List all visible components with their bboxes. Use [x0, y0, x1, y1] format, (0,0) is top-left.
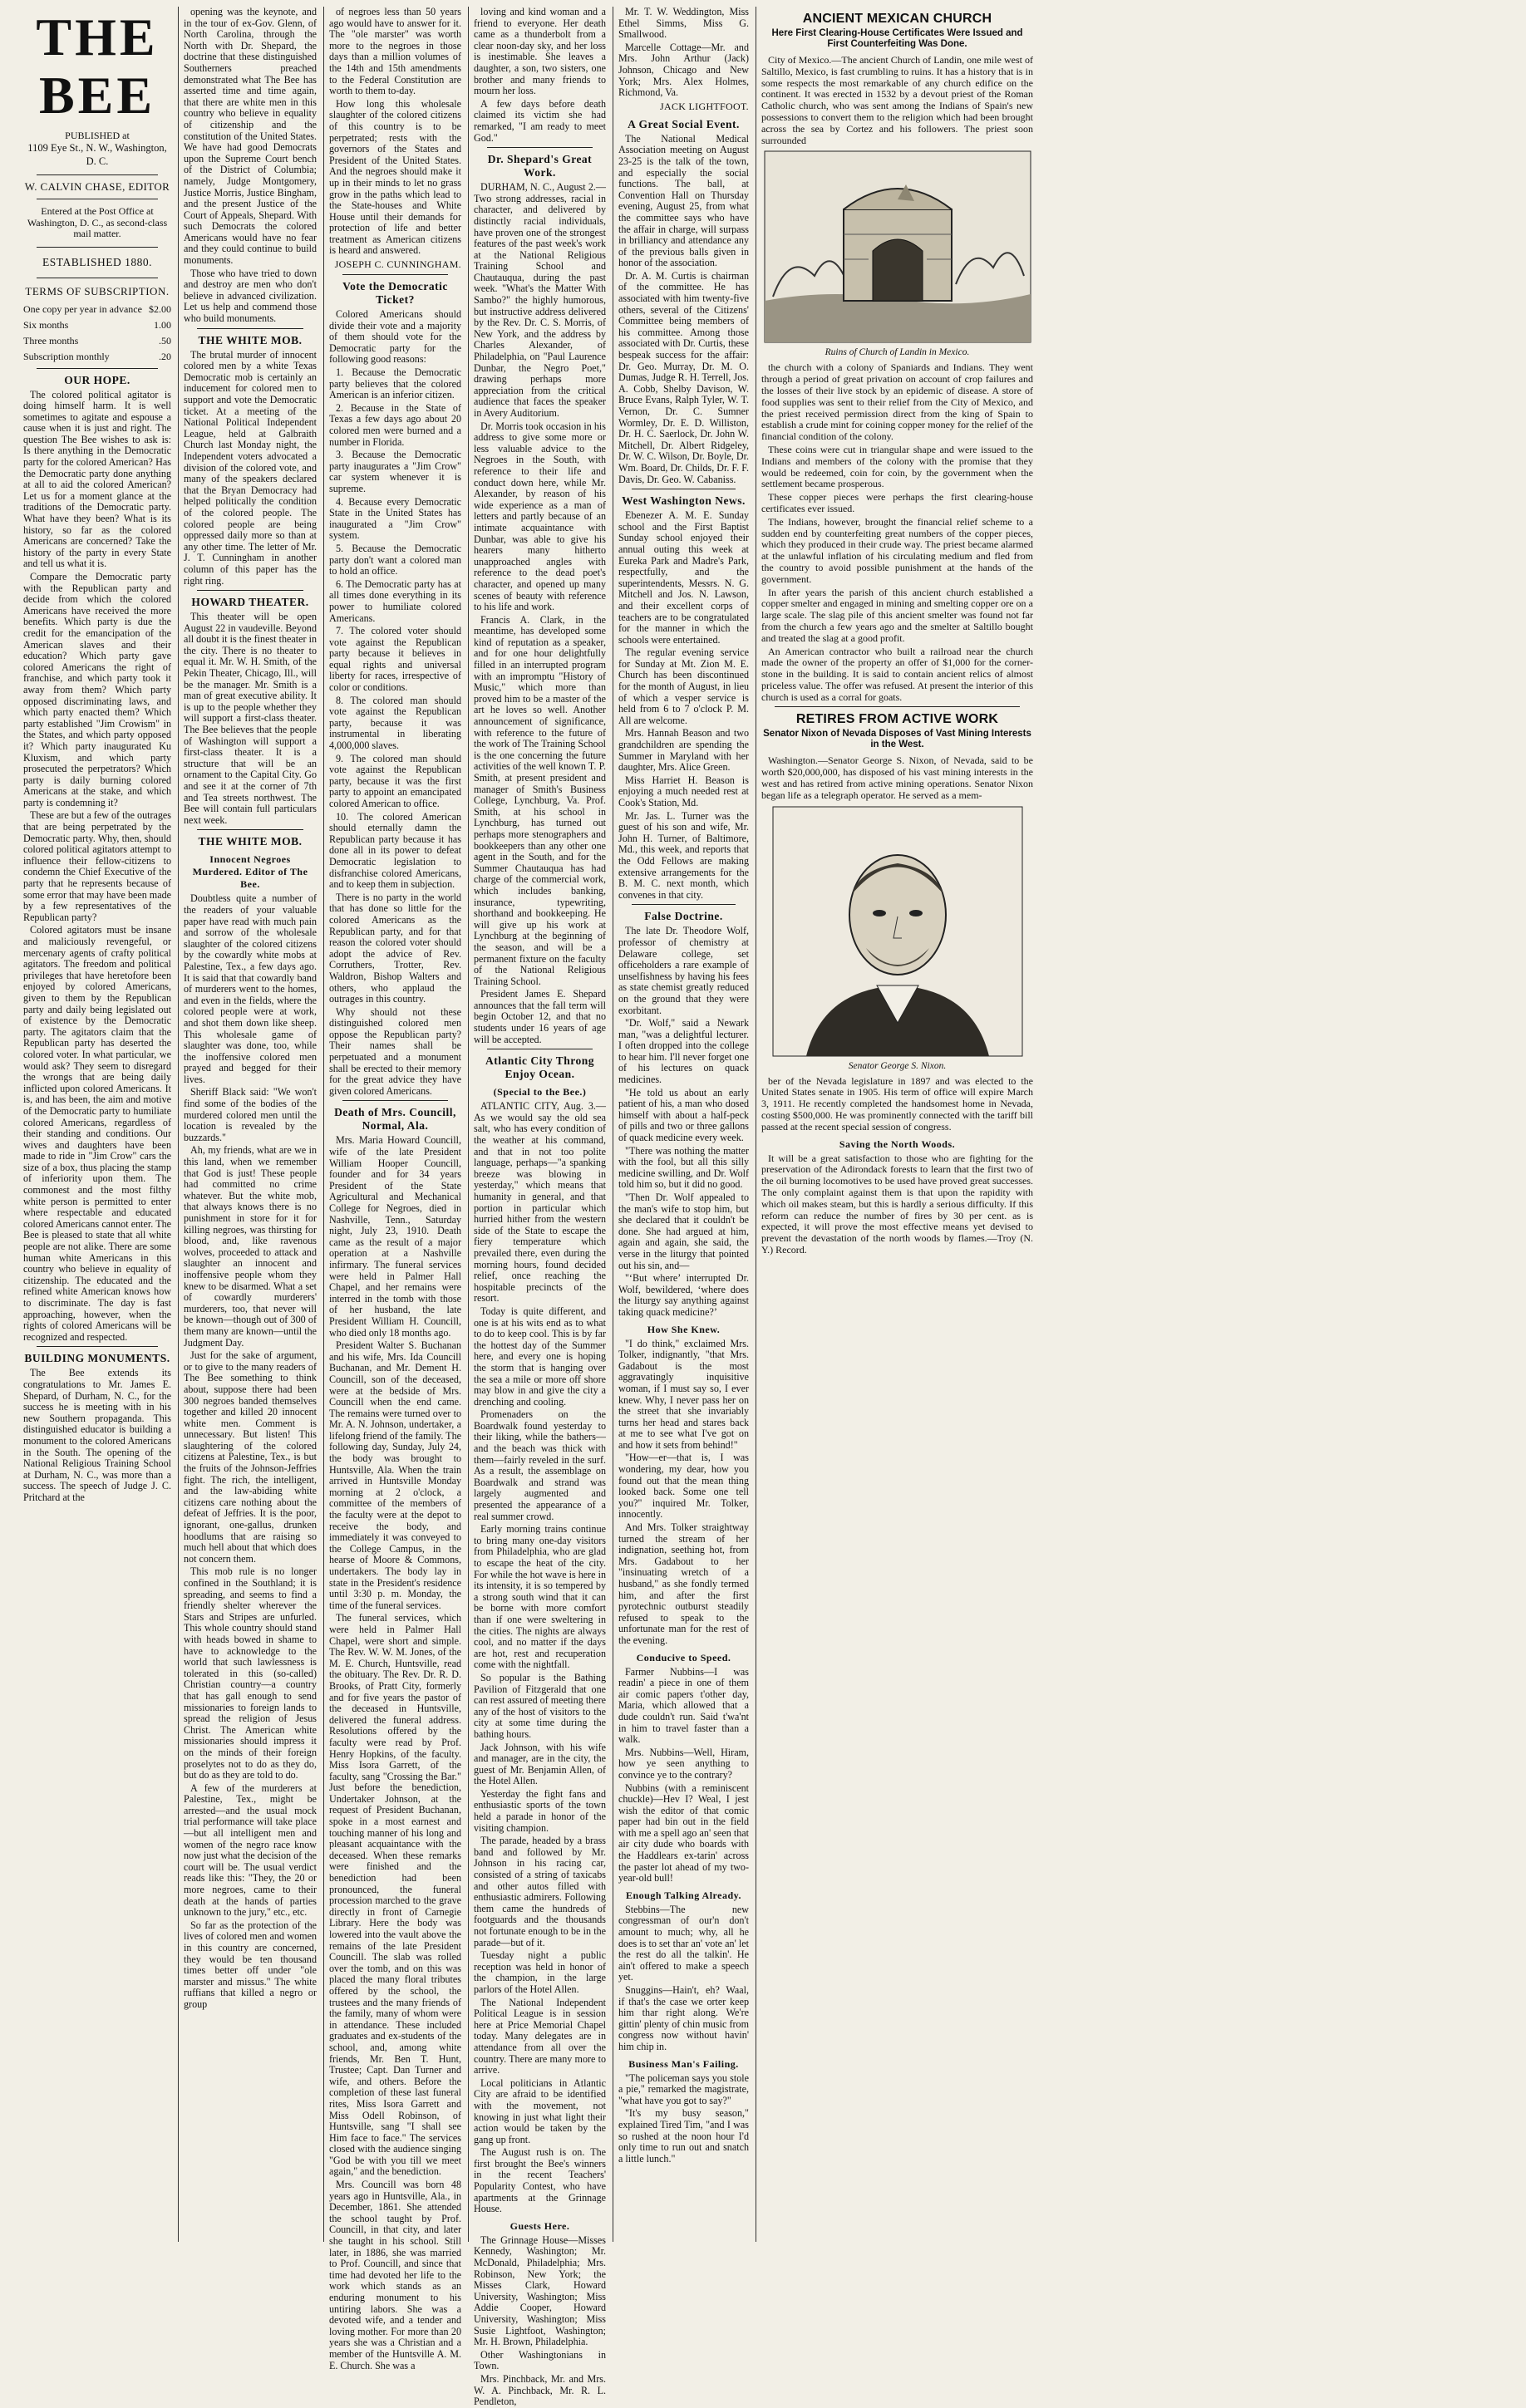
article-paragraph: These coins were cut in triangular shape and were issued to the Indians and members of the colony with the promise that they would be redeemed, coin for coin, by the government when the settlement became prosperous. — [761, 443, 1033, 490]
church-ruins-illustration — [765, 151, 1031, 342]
article-paragraph: Mrs. Hannah Beason and two grandchildren are spending the Summer in Maryland with her daughter, Mrs. Alice Green. — [618, 727, 749, 774]
article-paragraph: How long this wholesale slaughter of the colored citizens of this country is to be perpetrated; rests with the governors of the States and President of the United States. And the negroes should make it up in their minds to let no grass grow in the paths which lead to the State-houses and White House until their demands for protection of life and better treatment as American citizens is heard and answered. — [329, 97, 461, 257]
article-paragraph: 1. Because the Democratic party believes that the colored American is an inferior citizen. — [329, 366, 461, 401]
article-paragraph: City of Mexico.—The ancient Church of Landin, one mile west of Saltillo, Mexico, is fast crumbling to ruins. It has a history that is in some respects the most remarkable of any church edifice on the continent. It was erected in 1532 by a devout priest of the Roman Catholic church, who was sent among the Indians of Spain's new possessions to convert them to the religion which had been brought across the sea by Cortez and his followers. The priest soon surrounded — [761, 54, 1033, 146]
article-signature: JACK LIGHTFOOT. — [660, 100, 749, 112]
article-paragraph: Dr. Morris took occasion in his address to give some more or less valuable advice to the Negroes in the South, with reference to their life and conduct down here, while Mr. Alexander, by reason of his wide experience as a man of letters and partly because of an intimate acquaintance with Dunbar, was able to give his hearers many hitherto unapproached angles with reference to the dead poet's character, and opened up many scenes of beauty with reference to his life and work. — [474, 420, 606, 613]
article-paragraph: Why should not these distinguished colored men oppose the Republican party? Their names shall be perpetuated and a monument shall be erected to their memory for the great advice they have given colored Americans. — [329, 1005, 461, 1097]
divider — [197, 829, 303, 830]
masthead-published: PUBLISHED at — [65, 130, 130, 141]
terms-row: Subscription monthly .20 — [23, 350, 171, 362]
article-heading: Saving the North Woods. — [839, 1138, 956, 1150]
article-paragraph: It will be a great satisfaction to those who are fighting for the preservation of the Adirondack forests to learn that the first two of the oil burning locomotives to be used have proved great successes. The only complaint against them is that upon the rapidity with which oil makes steam, but this is hardly a serious difficulty. If this reform can reduce the number of fires by 30 per cent. as is expected, it will prove the most effective means yet devised to prevent the devastation of the north woods by flames.—Troy (N. Y.) Record. — [761, 1152, 1033, 1256]
column-4 — [468, 6, 611, 2408]
terms-heading: TERMS OF SUBSCRIPTION. — [25, 284, 170, 297]
divider — [487, 147, 593, 148]
article-paragraph: Colored agitators must be insane and maliciously revengeful, or mercenary agents of crafty political agitators. The freedom and political privileges that have heretofore been enjoyed by colored Americans, given to them by the Republican party and daily being legislated out of existence by the Democratic party. The agitators claim that the Republican party has deserted the colored voter. In what particular, we would ask? They seem to disregard the wrongs that are being daily inflicted upon colored Americans. It is, and has been, the aim and motive of the Democratic party to humiliate colored Americans, regardless of their standing and conditions. Our wives and daughters have been made to ride in "Jim Crow" cars the size of a box, thus placing the stamp of inferiority upon them. The commonest and the most filthy white person is permitted to enter where respectable and educated colored Americans cannot enter. The Bee is pleased to state that all white people are not alike. There are some human white Americans in this country who believe in equality of citizenship. The educated and the refined white American knows how to discriminate. The day is fast approaching, however, when the rights of colored Americans will be recognized and respected. — [23, 924, 171, 1343]
article-heading: False Doctrine. — [644, 910, 723, 923]
terms-row: Three months .50 — [23, 334, 171, 346]
article-paragraph: of negroes less than 50 years ago would have to answer for it. The "ole marster" was worth more to the negroes in those days than a million volumes of the 14th and 15th amendments to the Federal Constitution are worth to them to-day. — [329, 6, 461, 97]
article-heading: Vote the Democratic Ticket? — [342, 280, 448, 307]
article-paragraph: 3. Because the Democratic party inaugurates a "Jim Crow" car system whenever it is supreme. — [329, 449, 461, 494]
article-paragraph: Washington.—Senator George S. Nixon, of Nevada, said to be worth $20,000,000, has disposed of his vast mining interests in the west and has retired from active mining operations. Senator Nixon began life as a telegraph operator. He served as a mem- — [761, 754, 1033, 801]
divider — [37, 174, 158, 175]
article-paragraph: Compare the Democratic party with the Republican party and decide from which the colored Americans have received the more benefits. Which party is due the credit for the emancipation of the American slaves and their education? Which party gave colored Americans the right of franchise, and which party took it away from them? Which party opposed discriminating laws, and which party enacted them? Which party established "Jim Crowism" in the States, and which party opposed it? Which party inaugurated Ku Kluxism, and which party prosecuted the perpetrators? Which party is daily burning colored Americans at the stake, and which party is condemning it? — [23, 571, 171, 808]
article-paragraph: Tuesday night a public reception was held in honor of the champion, in the large parlors of the Hotel Allen. — [474, 1949, 606, 1995]
article-paragraph: Mrs. Pinchback, Mr. and Mrs. W. A. Pinchback, Mr. R. L. Pendleton, — [474, 2372, 606, 2408]
article-paragraph: The funeral services, which were held in Palmer Hall Chapel, were short and simple. The Rev. W. W. M. Jones, of the M. E. Church, Huntsville, read the obituary. The Rev. Dr. R. D. Brooks, of Pratt City, formerly and for five years the pastor of the deceased in Huntsville, delivered the funeral address. Resolutions offered by the faculty were read by Prof. Henry Hopkins, of the faculty. Miss Isora Garrett, of the faculty, sang "Crossing the Bar." Just before the benediction, Undertaker Johnson, at the request of President Buchanan, spoke in a most earnest and touching manner of his long and pleasant acquaintance with the deceased. When these remarks were finished and the benediction had been pronounced, the funeral procession marched to the grave directly in front of Carnegie Library. Here the body was lowered into the vault above the remains of the late President Councill. The slab was rolled over the tomb, and on this was placed the many floral tributes offered by the school, the trustees and the many friends of the family, many of whom were in attendance. These included graduates and ex-students of the school, and, among white friends, Mr. Ben T. Hunt, Trustee; Capt. Dan Turner and wife, and others. Before the completion of these last funeral rites, Miss Isora Garrett and Miss Odell Robinson, of Huntsville, sang "I shall see Him face to face." The services closed with the audience singing "God be with you till we meet again," and the benediction. — [329, 1612, 461, 2178]
article-heading: THE WHITE MOB. — [198, 835, 303, 848]
masthead-established: ESTABLISHED 1880. — [42, 255, 152, 268]
article-paragraph: 9. The colored man should vote against the Republican party, because it was the first party to appoint an emancipated colored American to office. — [329, 752, 461, 809]
article-paragraph: And Mrs. Tolker straightway turned the stream of her indignation, seething hot, from Mrs. Gadabout to her "insinuating wretch of a husband," as she fondly termed him, and after the first pyrotechnic outburst steadily refused to speak to the unfortunate man for the rest of the evening. — [618, 1521, 749, 1646]
article-paragraph: President James E. Shepard announces that the fall term will begin October 12, and that no students under 16 years of age will be accepted. — [474, 988, 606, 1045]
article-paragraph: the church with a colony of Spaniards and Indians. They went through a period of great privation on account of crop failures and the losses of their live stock by an epidemic of disease. A store of food supplies was sent to their relief from the City of Mexico, and the priest received permission direct from the king of Spain to establish a crude mint for coining copper money for the relief of the financial condition of the colony. — [761, 361, 1033, 443]
article-paragraph: Early morning trains continue to bring many one-day visitors from Philadelphia, who are glad to escape the heat of the city. For while the hot wave is here in its intensity, it is so tempered by a strong south wind that it can be borne with more comfort than if one were sweltering in the cities. The nights are always cool, and no matter if the days are hot, rest and recuperation come with the nightfall. — [474, 1523, 606, 1671]
masthead-address: 1109 Eye St., N. W., Washington, D. C. — [27, 142, 167, 167]
article-paragraph: ber of the Nevada legislature in 1897 and was elected to the United States senate in 1905. His term of office will expire March 3, 1911. He recently completed the handsomest home in Nevada, costing $500,000. He was prominently connected with the tariff bill passed at the recent special session of congress. — [761, 1074, 1033, 1133]
divider — [37, 1346, 158, 1347]
article-paragraph: Snuggins—Hain't, eh? Waal, if that's the case we orter keep him thar right along. We're gittin' plenty of chin music from congress now without havin' him chip in. — [618, 1984, 749, 2052]
article-paragraph: "He told us about an early patient of his, a man who dosed himself with about a half-peck of pills and two or three gallons of quack medicine every week. — [618, 1086, 749, 1144]
article-paragraph: The brutal murder of innocent colored men by a white Texas Democratic mob is certainly an inducement for colored men to support and vote the Democratic ticket. At a meeting of the National Political Independent League, held at Galbraith Church last Monday night, the Independent voters advocated a division of the colored vote, and many of the speakers declared that the Bryan Democracy had helped politically the condition of the colored people. The colored people are being oppressed daily more so than at any other time. The letter of Mr. J. T. Cunningham in another column of this paper has the right ring. — [184, 348, 317, 587]
article-paragraph: Those who have tried to down and destroy are men who don't believe in advanced civilization. Let us help and commend those who build monuments. — [184, 267, 317, 325]
article-paragraph: DURHAM, N. C., August 2.—Two strong addresses, racial in character, and delivered by distinctly racial individuals, have proven one of the strongest features of the past week's work at the National Religious Training School and Chautauqua, during the past week. "What's the Matter With Sambo?" the highly humorous, but instructive address delivered by the Rev. Dr. C. S. Morris, of New York, and the address by Charles Alexander, of Philadelphia, on "Paul Laurence Dunbar, the Negro Poet," drawing perhaps more appreciation from the critical audience that faces the speaker in Avery Auditorium. — [474, 181, 606, 419]
article-heading: Conducive to Speed. — [636, 1651, 731, 1663]
article-paragraph: A few of the murderers at Palestine, Tex., might be arrested—and the usual mock trial performance will take place—but all intelligent men and women of the negro race know now just what the decision of the court will be. The usual verdict reads like this: "They, the 20 or more negroes, came to their death at the hands of parties unknown to the jury," etc., etc. — [184, 1781, 317, 1919]
article-heading: A Great Social Event. — [628, 117, 740, 130]
article-paragraph: The Grinnage House—Misses Kennedy, Washington; Mr. McDonald, Philadelphia; Mrs. Robinson, New York; the Misses Clark, Howard University, Washington; Miss Addie Cooper, Howard University, Washington; Miss Susie Lightfoot, Washington; Mr. H. Brown, Philadelphia. — [474, 2234, 606, 2348]
article-paragraph: So popular is the Bathing Pavilion of Fitzgerald that one can rest assured of meeting there any of the host of visitors to the city at some time during the bathing hours. — [474, 1671, 606, 1740]
article-paragraph: The National Medical Association meeting on August 23-25 is the talk of the town, and especially the social functions. The ball, at Convention Hall on Thursday evening, August 25, from what the committee says who have the affair in charge, will surpass in brilliancy and attendance any of the previous balls given in honor of the association. — [618, 132, 749, 269]
article-subheading: Senator Nixon of Nevada Disposes of Vast Mining Interests in the West. — [763, 729, 1031, 750]
article-paragraph: "Dr. Wolf," said a Newark man, "was a delightful lecturer. I often dropped into the college to hear him. I'll never forget one of his lectures on quack medicines. — [618, 1017, 749, 1086]
masthead-title: THE BEE — [36, 7, 159, 125]
article-paragraph: The parade, headed by a brass band and followed by Mr. Johnson in his racing car, consisted of a string of taxicabs and other autos filled with enthusiastic admirers. Following them came the hundreds of footguards and the thousands not fortunate enough to be in the parade—but of it. — [474, 1835, 606, 1949]
terms-row: Six months 1.00 — [23, 318, 171, 331]
article-paragraph: Stebbins—The new congressman of our'n don't amount to much; why, all he does is to set thar an' vote an' let the rest do all the talkin'. He ain't offered to make a speech yet. — [618, 1903, 749, 1983]
article-heading: OUR HOPE. — [64, 373, 130, 386]
article-paragraph: "It's my busy season," explained Tired Tim, "and I was so rushed at the noon hour I'd only time to run out and snatch a little lunch." — [618, 2107, 749, 2165]
article-subheading: Here First Clearing-House Certificates Were Issued and First Counterfeiting Was Done. — [771, 28, 1023, 49]
article-paragraph: Mrs. Councill was born 48 years ago in Huntsville, Ala., in December, 1861. She attended the school taught by Prof. Councill, in that city, and later she taught in his school. Still later, in 1886, she was married to Prof. Councill, and since that time had devoted her life to the work which stands as an enduring monument to his untiring labors. She was a devoted wife, and a tender and loving mother. For more than 20 years she was a Christian and a member of the Huntsville A. M. E. Church. She was a — [329, 2179, 461, 2371]
article-paragraph: A few days before death claimed its victim she had remarked, "I am ready to meet God." — [474, 97, 606, 144]
illustration-caption: Ruins of Church of Landin in Mexico. — [825, 347, 970, 358]
article-paragraph: Mrs. Nubbins—Well, Hiram, how ye seen anything to convince ye to the contrary? — [618, 1746, 749, 1781]
article-paragraph: So far as the protection of the lives of colored men and women in this country are concerned, they would be ten thousand times better off under "ole marster and missus." The white ruffians that killed a negro or group — [184, 1919, 317, 2010]
article-paragraph: "I do think," exclaimed Mrs. Tolker, indignantly, "that Mrs. Gadabout is the most aggravatingly inquisitive woman, if I must say so, I ever knew. Why, I never pass her on the street that she invariably turns her head and stares back at me to see what I've got on and how it sets from behind!" — [618, 1337, 749, 1451]
article-paragraph: opening was the keynote, and in the tour of ex-Gov. Glenn, of North Carolina, through the North with Dr. Shepard, the doctrine that these distinguished Southerners preached demonstrated what The Bee has asserted time and time again, that there are white men in this country who believe in equality of citizenship and the constitution of the United States. We have had good Democrats upon the Supreme Court bench of the District of Columbia; namely, Judge Montgomery, Justice Morris, Justice Bingham, and the present Justice of the Court of Appeals, Shepard. With such Democrats the colored Americans would have no fear and they could continue to build monuments. — [184, 6, 317, 267]
terms-row: One copy per year in advance $2.00 — [23, 302, 171, 315]
article-paragraph: Mrs. Maria Howard Councill, wife of the late President William Hooper Councill, founder and for 34 years President of the State Agricultural and Mechanical College for Negroes, died in Nashville, Tenn., Saturday night, July 23, 1910. Death came as the result of a major operation at a Nashville infirmary. The funeral services were held in Palmer Hall Chapel, and her remains were interred in the tomb with those of her husband, the late President William H. Councill, who died only 18 months ago. — [329, 1134, 461, 1339]
article-paragraph: This mob rule is no longer confined in the Southland; it is spreading, and seems to find a friendly shelter wherever the Stars and Stripes are unfurled. This whole country should stand with heads bowed in shame to have to acknowledge to the world that such lawlessness is tolerated in this (so-called) Christian country—a country that has gall enough to send missionaries to foreign lands to spread the religion of Jesus Christ. The American white missionaries should impress it on the minds of their foreign proselytes not to do as they do, but do as they are told to do. — [184, 1565, 317, 1781]
article-paragraph: 5. Because the Democratic party don't want a colored man to hold an office. — [329, 542, 461, 577]
masthead-entered: Entered at the Post Office at Washington, D. C., as second-class mail matter. — [27, 205, 168, 239]
column-1 — [18, 7, 176, 2242]
column-3 — [323, 6, 466, 2371]
article-paragraph: There is no party in the world that has done so little for the colored Americans as the Republican party, and for that reason the colored voter should adopt the advice of Rev. Corruthers, Trotter, Rev. Waldron, Bishop Walters and others, who applaud the outrages in this country. — [329, 891, 461, 1005]
article-paragraph: 8. The colored man should vote against the Republican party, because it was instrumental in liberating 4,000,000 slaves. — [329, 694, 461, 752]
article-paragraph: Doubtless quite a number of the readers of your valuable paper have read with much pain and sorrow of the wholesale slaughter of the colored citizens by the cowardly white mobs at Palestine, Tex., a few days ago. It is said that that cowardly band of murderers went to the homes, and even in the fields, where the colored people were at work, and shot them down like sheep. This wholesale game of slaughter was done, too, while the inoffensive colored men prayed and begged for their lives. — [184, 892, 317, 1085]
article-paragraph: 2. Because in the State of Texas a few days ago about 20 colored men were burned and a number in Florida. — [329, 401, 461, 448]
article-paragraph: The regular evening service for Sunday at Mt. Zion M. E. Church has been discontinued for the month of August, in lieu of which a vesper service is held from 6 to 7 o'clock P. M. All are welcome. — [618, 646, 749, 726]
article-signature: JOSEPH C. CUNNINGHAM. — [334, 258, 461, 271]
divider — [342, 1100, 448, 1101]
illustration-caption: Senator George S. Nixon. — [848, 1060, 947, 1071]
article-heading: Dr. Shepard's Great Work. — [487, 153, 593, 179]
divider — [632, 904, 736, 905]
article-paragraph: This theater will be open August 22 in vaudeville. Beyond all doubt it is the finest theater in the city. There is no theater to equal it. Mr. W. H. Smith, of the Pekin Theater, Chicago, Ill., will be the manager. Mr. Smith is a man of great executive ability. It is up to the people whether they will support a first-class theater. The Bee believes that the people of Washington will support a first-class theater. It is a structure that will be an ornament to the Capital City. Go and see it at the corner of 7th and Tea streets northwest. The Bee will contain full particulars next week. — [184, 611, 317, 826]
article-paragraph: Francis A. Clark, in the meantime, has developed some kind of reputation as a speaker, and for one hour delightfully filled in an interrupted program with an impromptu "History of Music," which more than proved him to be a master of the art he loves so well. Another announcement of significance, with reference to the future of the work of The Training School is the one concerning the future activities of the well known T. P. Smith, at present president and manager of Smith's Business College, Lynchburg, Va. Prof. Smith, at his school in Lynchburg, has turned out perhaps more stenographers and bookkeepers than any other one agent in the South, and for the Summer Chautauqua has had charge of the commercial work, which includes banking, insurance, typewriting, shorthand and bookkeeping. He will give up his work at Lynchburg at the beginning of the season, and will be a permanent fixture on the faculty of the National Religious Training School. — [474, 613, 606, 987]
article-paragraph: These copper pieces were perhaps the first clearing-house certificates ever issued. — [761, 491, 1033, 514]
terms-table — [23, 302, 171, 365]
column-6 — [756, 7, 1038, 2242]
masthead-editor: W. CALVIN CHASE, EDITOR — [24, 180, 170, 193]
divider — [37, 247, 158, 248]
article-paragraph: The Bee extends its congratulations to Mr. James E. Shepard, of Durham, N. C., for the success he is meeting with in his new Southern propaganda. This distinguished educator is building a monument to the colored Americans in the South. The opening of the National Religious Training School at Durham, N. C., was more than a success. The speech of Judge J. C. Pritchard at the — [23, 1367, 171, 1503]
article-paragraph: Farmer Nubbins—I was readin' a piece in one of them air comic papers t'other day, Maria, which allowed that a dude couldn't run. Said t'wa'nt in him to travel faster than a walk. — [618, 1665, 749, 1746]
article-paragraph: Local politicians in Atlantic City are afraid to be identified with the movement, not knowing in just what light their action would be taken by the gang up front. — [474, 2076, 606, 2145]
article-heading: Guests Here. — [509, 2219, 570, 2232]
article-heading: ANCIENT MEXICAN CHURCH — [802, 12, 992, 26]
article-heading: Atlantic City Throng Enjoy Ocean. — [485, 1054, 594, 1081]
article-paragraph: 4. Because every Democratic State in the United States has inaugurated a "Jim Crow" system. — [329, 495, 461, 542]
article-paragraph: "‘But where’ interrupted Dr. Wolf, bewildered, ‘where does the liturgy say anything against taking quack medicine?’ — [618, 1272, 749, 1318]
article-heading: West Washington News. — [622, 494, 746, 508]
article-paragraph: Just for the sake of argument, or to give to the many readers of The Bee something to think about, suppose there had been 300 negroes banded themselves together and killed 20 innocent white men. Comment is unnecessary. But listen! This slaughtering of the colored citizens at Palestine, Tex., is but the fruits of the Johnson-Jeffries fight. The rich, the intelligent, and the law-abiding white citizens care nothing about the defeat of Jeffries. It is the poor, ignorant, one-gallus, drunken hoodlums that are raising so much hell about that which does not concern them. — [184, 1349, 317, 1565]
article-paragraph: 6. The Democratic party has at all times done everything in its power to humiliate colored Americans. — [329, 577, 461, 624]
article-paragraph: 10. The colored American should eternally damn the Republican party because it has done all in its power to defeat Democratic legislation to disfranchise colored Americans, and to keep them in subjection. — [329, 810, 461, 891]
article-paragraph: Miss Harriet H. Beason is enjoying a much needed rest at Cook's Station, Md. — [618, 774, 749, 808]
article-paragraph: "There was nothing the matter with the fool, but all this silly medicine swilling, and Dr. Wolf told him so, but it did no good. — [618, 1144, 749, 1191]
article-paragraph: President Walter S. Buchanan and his wife, Mrs. Ida Councill Buchanan, and Mr. Dement H. Councill, son of the deceased, were at the bedside of Mrs. Councill when the end came. The remains were turned over to Mr. A. N. Johnson, undertaker, a lifelong friend of the family. The following day, Sunday, July 24, the body was brought to Huntsville, Ala. When the train arrived in Huntsville Monday morning at 2 o'clock, a committee of the members of the faculty were at the depot to receive the body, and immediately it was conveyed to the College Campus, in the hearse of Moore & Commons, undertakers. The body lay in state in the President's residence until 3:30 p. m. Monday, the time of the funeral services. — [329, 1339, 461, 1611]
article-heading: RETIRES FROM ACTIVE WORK — [795, 712, 999, 727]
article-paragraph: Ebenezer A. M. E. Sunday school and the First Baptist Sunday school enjoyed their annual outing this week at Eureka Park and Madre's Park, respectfully, and the superintendents, Messrs. N. G. Mitchell and Jos. N. Lawson, and their excellent corps of teachers are to be congratulated for the manner in which the schools were entertained. — [618, 509, 749, 646]
article-paragraph: "The policeman says you stole a pie," remarked the magistrate, "what have you got to say?" — [618, 2071, 749, 2106]
article-paragraph: Mr. Jas. L. Turner was the guest of his son and wife, Mr. John H. Turner, of Baltimore, Md., this week, and reports that the Odd Fellows are making extensive arrangements for the B. M. C. next month, which convenes in that city. — [618, 809, 749, 901]
article-paragraph: The National Independent Political League is in session here at Price Memorial Chapel today. Many delegates are in attendance from all over the country. There are many more to arrive. — [474, 1996, 606, 2076]
article-paragraph: Ah, my friends, what are we in this land, when we remember that God is just! These people had committed no crime whatever. But the white mob, that always knows there is no punishment in store for it for killing negroes, was thirsting for blood, and, like ravenous wolves, proceeded to attack and slaughter an innocent and inoffensive people whom they knew to be disarmed. What a set of cowardly murderers' murderers, too, that never will be known—though out of 300 of them many are known—until the Judgment Day. — [184, 1144, 317, 1349]
article-paragraph: The Indians, however, brought the financial relief scheme to a sudden end by counterfeiting great numbers of the copper pieces, which they produced in their crude way. The priest became alarmed at the unlawful inflation of his circulating medium and fled from the country to avoid possible punishment at the hands of the government. — [761, 515, 1033, 585]
article-paragraph: "How—er—that is, I was wondering, my dear, how you found out that the mean thing looked back. Some one tell you?" inquired Mr. Tolker, innocently. — [618, 1452, 749, 1521]
divider — [37, 368, 158, 369]
article-heading: HOWARD THEATER. — [191, 596, 309, 609]
article-paragraph: Marcelle Cottage—Mr. and Mrs. John Arthur (Jack) Johnson, Chicago and New York; Mrs. Alex Holmes, Richmond, Va. — [618, 41, 749, 99]
article-paragraph: Yesterday the fight fans and enthusiastic sports of the town held a parade in honor of the visiting champion. — [474, 1787, 606, 1834]
article-heading: Enough Talking Already. — [625, 1889, 741, 1901]
article-paragraph: In after years the parish of this ancient church established a copper smelter and engaged in mining and smelting copper ore on a large scale. The slag pile of this ancient smelter was found not far from the church a few years ago and the smelter at Saltillo bought and treated the slag at a good profit. — [761, 586, 1033, 644]
column-5 — [613, 7, 754, 2242]
article-paragraph: ATLANTIC CITY, Aug. 3.—As we would say the old sea salt, who has every condition of the weather at his command, and that in not too polite language, perhaps—"a spanking breeze was blowing in yesterday," which means that humanity in general, and that portion in particular which hurried hither from the western side of the State to escape the fiery temperature which prevailed there, even during the morning hours, found decided relief, once reaching the hospitable precincts of the resort. — [474, 1100, 606, 1305]
article-heading: THE WHITE MOB. — [198, 333, 303, 346]
article-paragraph: The August rush is on. The first brought the Bee's winners in the recent Teachers' Popularity Contest, who have apartments at the Grinnage House. — [474, 2146, 606, 2215]
article-paragraph: Jack Johnson, with his wife and manager, are in the city, the guest of Mr. Benjamin Allen, of the Hotel Allen. — [474, 1741, 606, 1787]
divider — [197, 590, 303, 591]
article-paragraph: An American contractor who built a railroad near the church made the owner of the property an offer of $1,000 for the corner-stone in the building. It is said to contain ancient relics of almost priceless value. The offer was refused. At present the interior of this church is used as a corral for goats. — [761, 645, 1033, 703]
newspaper-page — [18, 6, 1514, 2408]
article-paragraph: Dr. A. M. Curtis is chairman of the committee. He has associated with him twenty-five others, several of the Citizens' Committee being members of his committee. Among those associated with Dr. Curtis, these bespeak success for the affair: Dr. Geo. Murray, Dr. M. O. Dumas, Judge R. H. Terrell, Jos. A. Cobb, Shelby Davison, W. Bruce Evans, Ralph Tyler, W. T. Vernon, Dr. C. Sumner Wormley, Dr. E. D. Williston, Dr. H. C. Saerlock, Dr. John W. Mitchell, Dr. Albert Ridgeley, Dr. W. C. Wilson, Dr. Boyle, Dr. Wm. Board, Dr. Childs, Dr. F. F. Davis, Dr. Geo. W. Cabaniss. — [618, 269, 749, 485]
article-paragraph: The colored political agitator is doing himself harm. It is well sometimes to agitate and espouse a cause when it is just and right. The question The Bee wishes to ask is: Is there anything in the Democratic party for the colored American? Has the Democratic party done anything at all to aid the colored American? Let us for a moment glance at the traditions of the Democratic party. What have they been? What is its history, so far as the colored Americans are concerned? Take the history of the party in every State and tell us what it is. — [23, 388, 171, 570]
article-heading: Death of Mrs. Councill, Normal, Ala. — [334, 1106, 456, 1133]
column-2 — [178, 7, 322, 2242]
article-paragraph: The late Dr. Theodore Wolf, professor of chemistry at Delaware college, set officeholders a rare example of unselfishness by having his fees as state chemist greatly reduced on the ground that they were exorbitant. — [618, 925, 749, 1016]
article-paragraph: Promenaders on the Boardwalk found yesterday to their liking, while the bathers—and the beach was thick with them—fairly reveled in the surf. As a result, the assemblage on Boardwalk and strand was largely augmented and presented the appearance of a real summer crowd. — [474, 1408, 606, 1522]
article-subheading: Innocent Negroes Murdered. Editor of The Bee. — [192, 853, 308, 891]
article-paragraph: "Then Dr. Wolf appealed to the man's wife to stop him, but she declared that it couldn't be done. She had argued at him, again and again, she said, the verse in the liturgy that pointed out his sin, and— — [618, 1192, 749, 1271]
article-heading: BUILDING MONUMENTS. — [24, 1352, 170, 1365]
article-heading: Business Man's Failing. — [628, 2057, 739, 2070]
article-subheading: (Special to the Bee.) — [493, 1086, 587, 1098]
article-paragraph: Colored Americans should divide their vote and a majority of them should vote for the Democratic party for the following good reasons: — [329, 308, 461, 366]
article-paragraph: Mr. T. W. Weddington, Miss Ethel Simms, Miss G. Smallwood. — [618, 6, 749, 41]
article-paragraph: 7. The colored voter should vote against the Republican party because it believes in equal rights and universal liberty for races, irrespective of color or conditions. — [329, 625, 461, 694]
article-paragraph: Nubbins (with a reminiscent chuckle)—Hev I? Weal, I jest wish the editor of that comic paper had bin out in the field with me a spell ago an' seen that air city dude who boards with the Haddlears ex-tarin' across the paster lot ahead of my two-year-old bull! — [618, 1781, 749, 1885]
article-paragraph: Sheriff Black said: "We won't find some of the bodies of the murdered colored men until the location is revealed by the buzzards." — [184, 1086, 317, 1143]
senator-portrait-illustration — [773, 807, 1022, 1056]
article-paragraph: These are but a few of the outrages that are being perpetrated by the Democratic party. Why, then, should colored political agitators attempt to influence their fellow-citizens to condemn the Chief Executive of the party that he represents because of some error that may have been made by a few representatives of the Republican party? — [23, 809, 171, 923]
article-heading: How She Knew. — [647, 1323, 721, 1335]
article-paragraph: Today is quite different, and one is at his wits end as to what to do to keep cool. This is by far the hottest day of the Summer here, and every one is hoping the storm that is hanging over the sea a mile or more off shore may blow in and give the city a drenching and cooling. — [474, 1305, 606, 1408]
article-paragraph: Other Washingtonians in Town. — [474, 2348, 606, 2372]
divider — [342, 274, 448, 275]
article-paragraph: loving and kind woman and a friend to everyone. Her death came as a thunderbolt from a clear noon-day sky, and her loss is inestimable. She leaves a daughter, a son, two sisters, one brother and many friends to mourn her loss. — [474, 6, 606, 97]
divider — [197, 328, 303, 329]
divider — [775, 706, 1020, 707]
